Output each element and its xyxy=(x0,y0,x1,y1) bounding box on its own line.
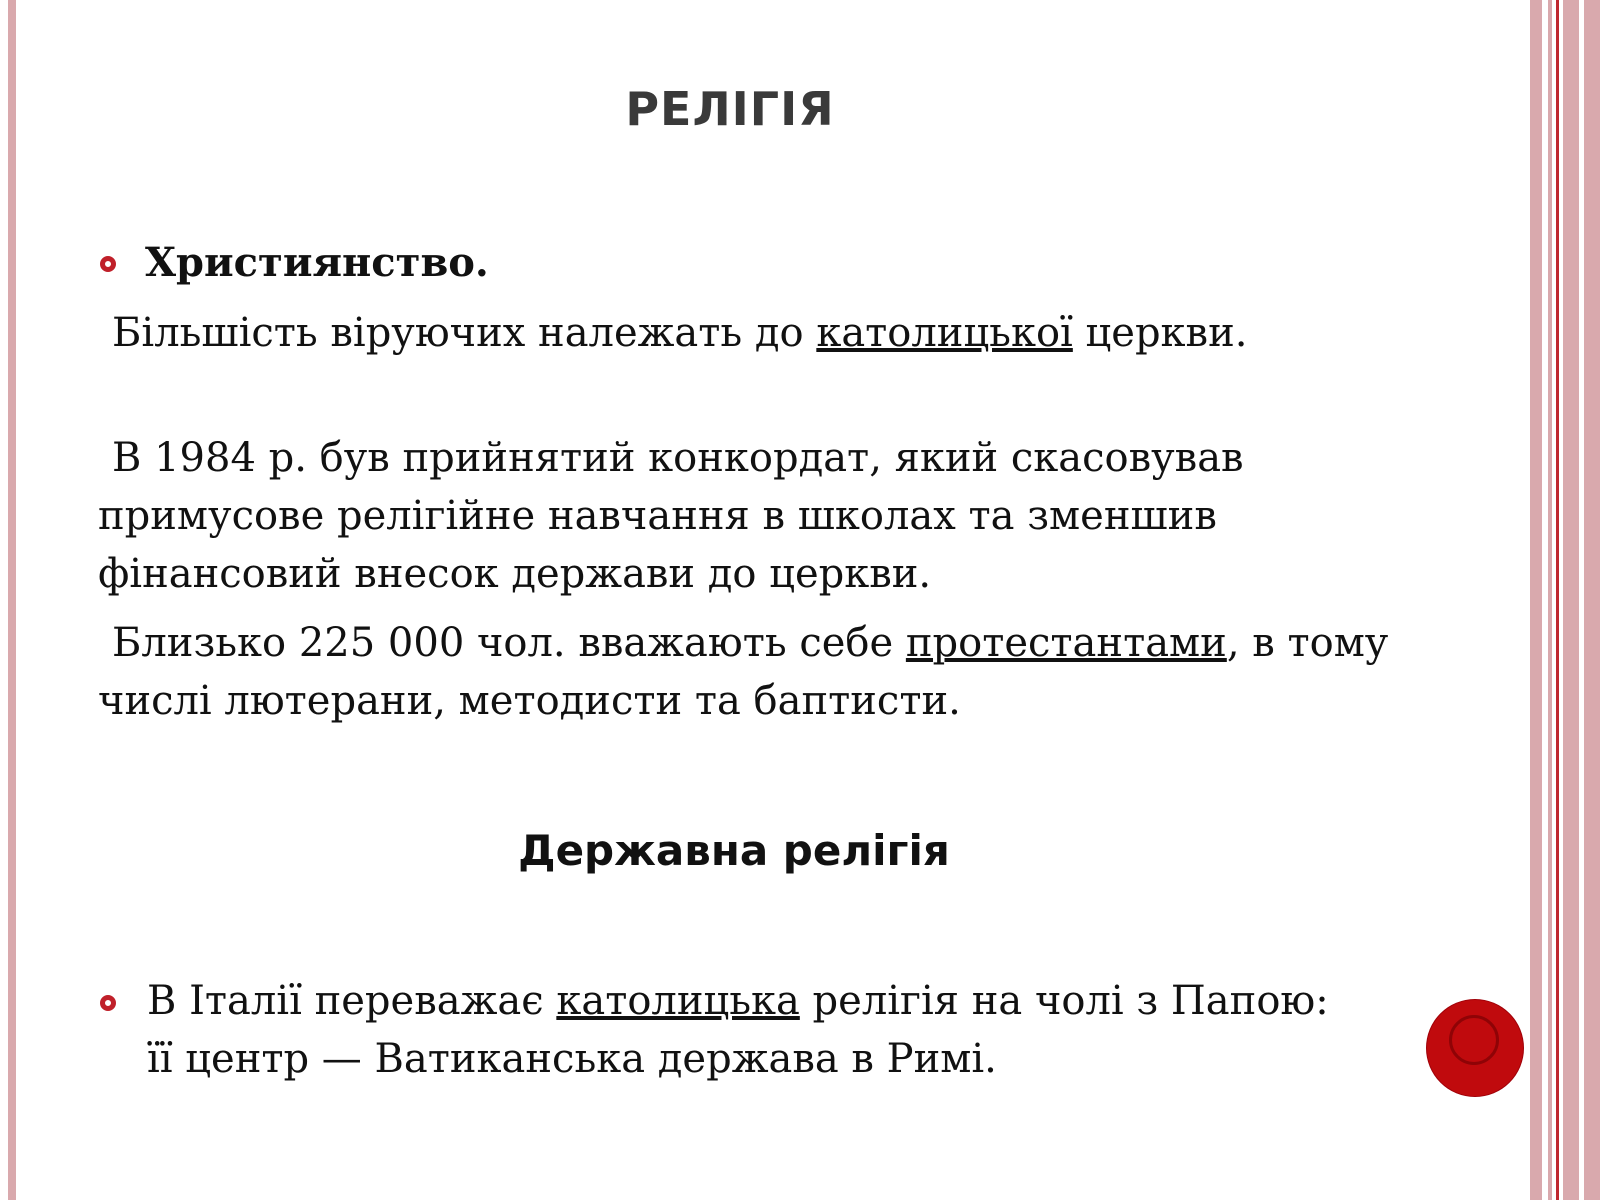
frame-left-line xyxy=(8,0,16,1200)
slide-title: РЕЛІГІЯ xyxy=(625,82,835,136)
paragraph-text: , в тому числі лютерани, методисти та баптисти. xyxy=(98,620,1389,724)
circle-nav-inner-ring xyxy=(1449,1015,1499,1065)
paragraph-catholic-majority xyxy=(98,304,1398,362)
frame-right-line xyxy=(1530,0,1542,1200)
frame-right-accent-line xyxy=(1556,0,1559,1200)
bullet-heading-christianity: Християнство. xyxy=(145,239,489,286)
paragraph-text: церкви. xyxy=(1072,310,1248,356)
circle-nav-icon[interactable] xyxy=(1427,1000,1523,1096)
link-protestants[interactable]: протестантами xyxy=(905,620,1227,666)
subheading-state-religion: Державна релігія xyxy=(518,826,950,875)
paragraph-text: Близько 225 000 чол. вважають себе xyxy=(112,620,906,666)
frame-right-line xyxy=(1548,0,1552,1200)
paragraph-text: Більшість віруючих належать до xyxy=(112,310,817,356)
ring-bullet-icon xyxy=(100,995,116,1011)
frame-right-line xyxy=(1584,0,1600,1200)
frame-right-line xyxy=(1563,0,1579,1200)
paragraph-concordat: В 1984 р. був прийнятий конкордат, який скасовував примусове релігійне навчання в школах та зменшив фінансовий внесок держави до церкви. xyxy=(98,435,1244,597)
paragraph-italy-catholic xyxy=(147,972,1347,1088)
paragraph-text: релігія на чолі з Папою: її центр — Ватиканська держава в Римі. xyxy=(147,978,1329,1082)
link-catholic[interactable]: католицької xyxy=(816,310,1073,356)
link-catholic-religion[interactable]: католицька xyxy=(556,978,800,1024)
ring-bullet-icon xyxy=(100,256,116,272)
paragraph-text: В Італії переважає xyxy=(147,978,557,1024)
paragraph-protestants xyxy=(98,614,1398,730)
